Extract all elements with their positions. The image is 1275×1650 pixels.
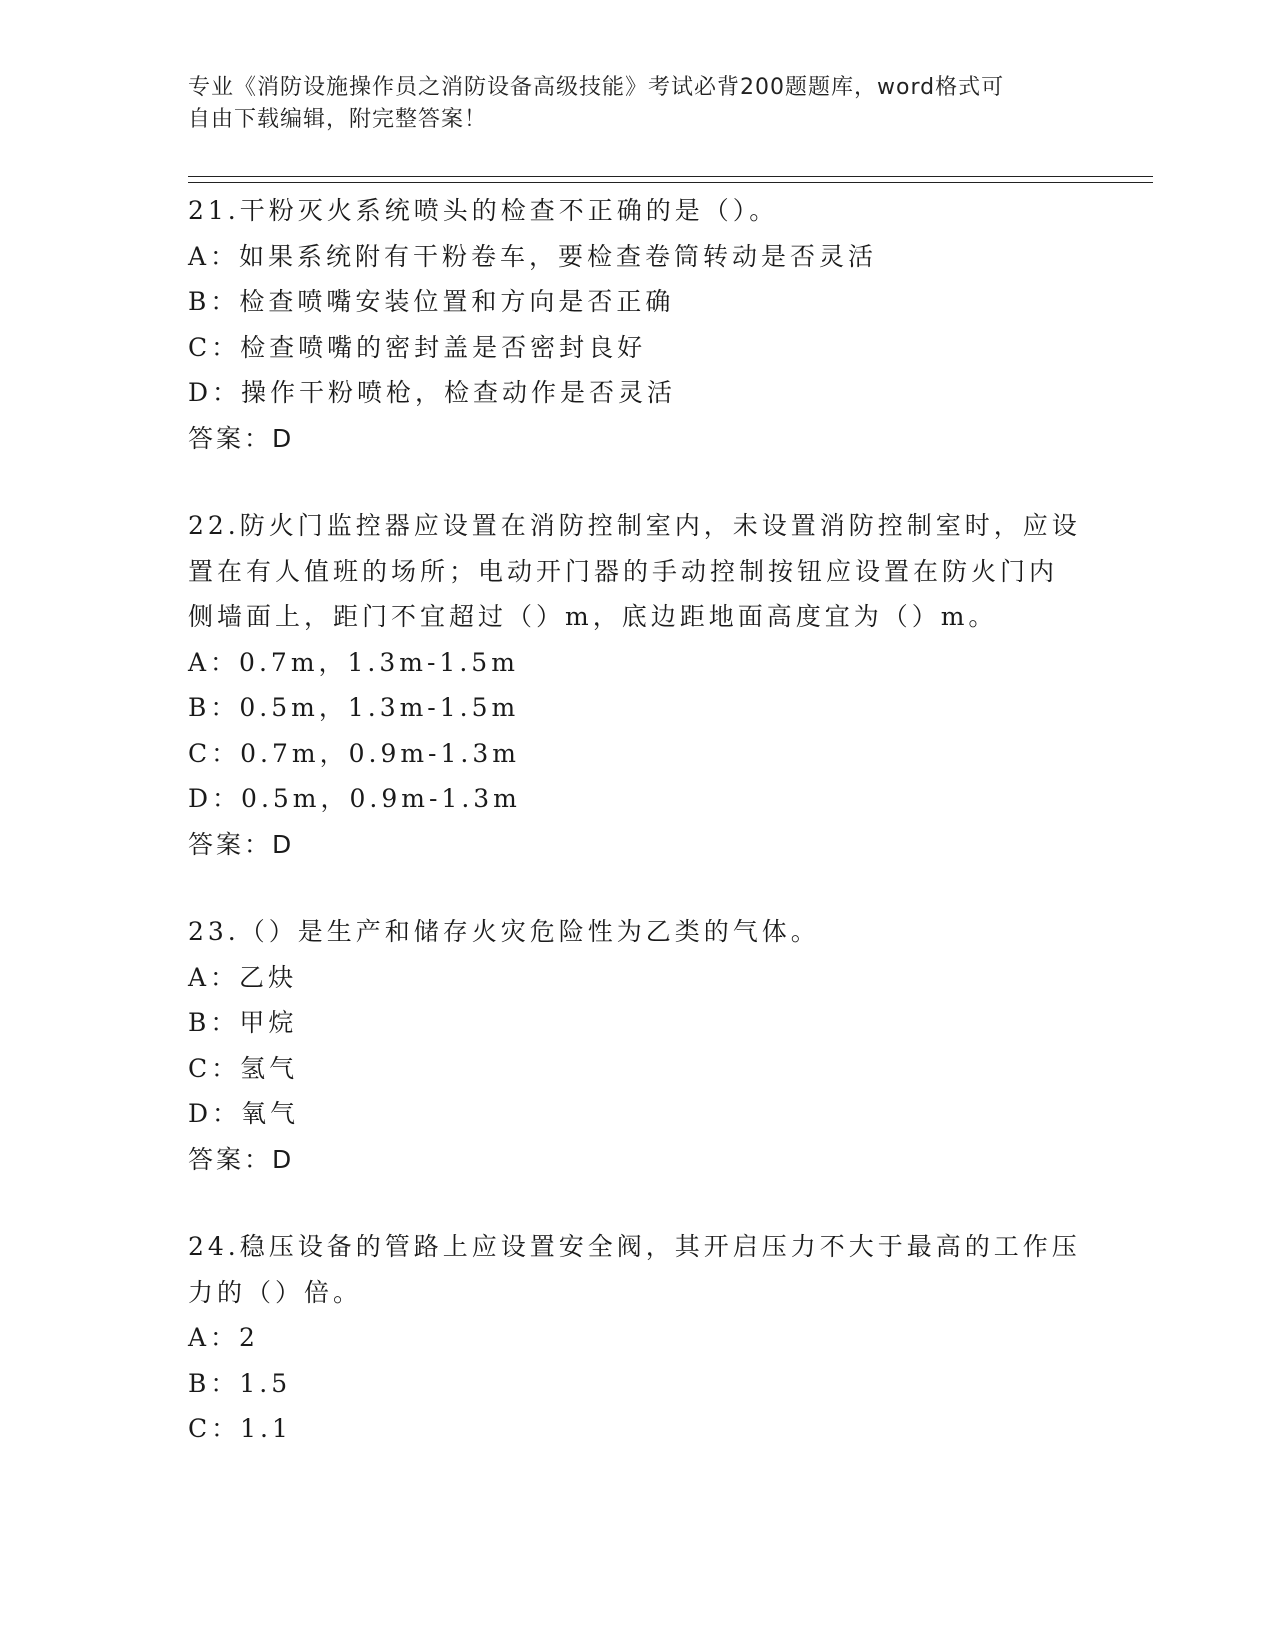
option-c: C：检查喷嘴的密封盖是否密封良好: [188, 332, 647, 362]
option-d: D：氧气: [188, 1099, 300, 1128]
document-header: [188, 72, 1068, 136]
answer-label: 答案：D: [188, 829, 295, 859]
option-b: B：甲烷: [188, 1008, 298, 1037]
option-b: B：检查喷嘴安装位置和方向是否正确: [188, 287, 675, 316]
question-22: [188, 503, 1088, 867]
question-stem: 23.（）是生产和储存火灾危险性为乙类的气体。: [188, 917, 820, 946]
option-b: B：0.5m，1.3m-1.5m: [188, 693, 520, 722]
option-b: B：1.5: [188, 1368, 292, 1398]
option-a: A：如果系统附有干粉卷车，要检查卷筒转动是否灵活: [188, 241, 878, 271]
question-list: [188, 188, 1088, 1494]
question-stem: 侧墙面上，距门不宜超过（）m，底边距地面高度宜为（）m。: [188, 602, 998, 631]
header-line-2: 自由下载编辑，附完整答案！: [188, 107, 488, 132]
option-c: C：0.7m，0.9m-1.3m: [188, 738, 520, 768]
option-a: A：0.7m，1.3m-1.5m: [188, 647, 519, 677]
header-divider-bottom: [188, 182, 1153, 183]
question-stem: 力的（）倍。: [188, 1277, 363, 1307]
option-c: C：1.1: [188, 1414, 292, 1443]
question-stem: 24.稳压设备的管路上应设置安全阀，其开启压力不大于最高的工作压: [188, 1232, 1081, 1261]
option-d: D：0.5m，0.9m-1.3m: [188, 784, 521, 813]
answer-label: 答案：D: [188, 423, 295, 453]
option-a: A：2: [188, 1323, 259, 1352]
header-divider-top: [188, 176, 1153, 177]
question-stem: 22.防火门监控器应设置在消防控制室内，未设置消防控制室时，应设: [188, 511, 1081, 540]
option-a: A：乙炔: [188, 962, 298, 992]
question-21: [188, 188, 1088, 461]
option-d: D：操作干粉喷枪，检查动作是否灵活: [188, 378, 677, 407]
option-c: C：氢气: [188, 1053, 299, 1083]
question-24: [188, 1224, 1088, 1452]
answer-label: 答案：D: [188, 1144, 295, 1174]
question-stem: 21.干粉灭火系统喷头的检查不正确的是（）。: [188, 196, 779, 225]
header-line-1: 专业《消防设施操作员之消防设备高级技能》考试必背200题题库，word格式可: [188, 75, 1005, 100]
question-23: [188, 909, 1088, 1182]
question-stem: 置在有人值班的场所；电动开门器的手动控制按钮应设置在防火门内: [188, 556, 1059, 586]
